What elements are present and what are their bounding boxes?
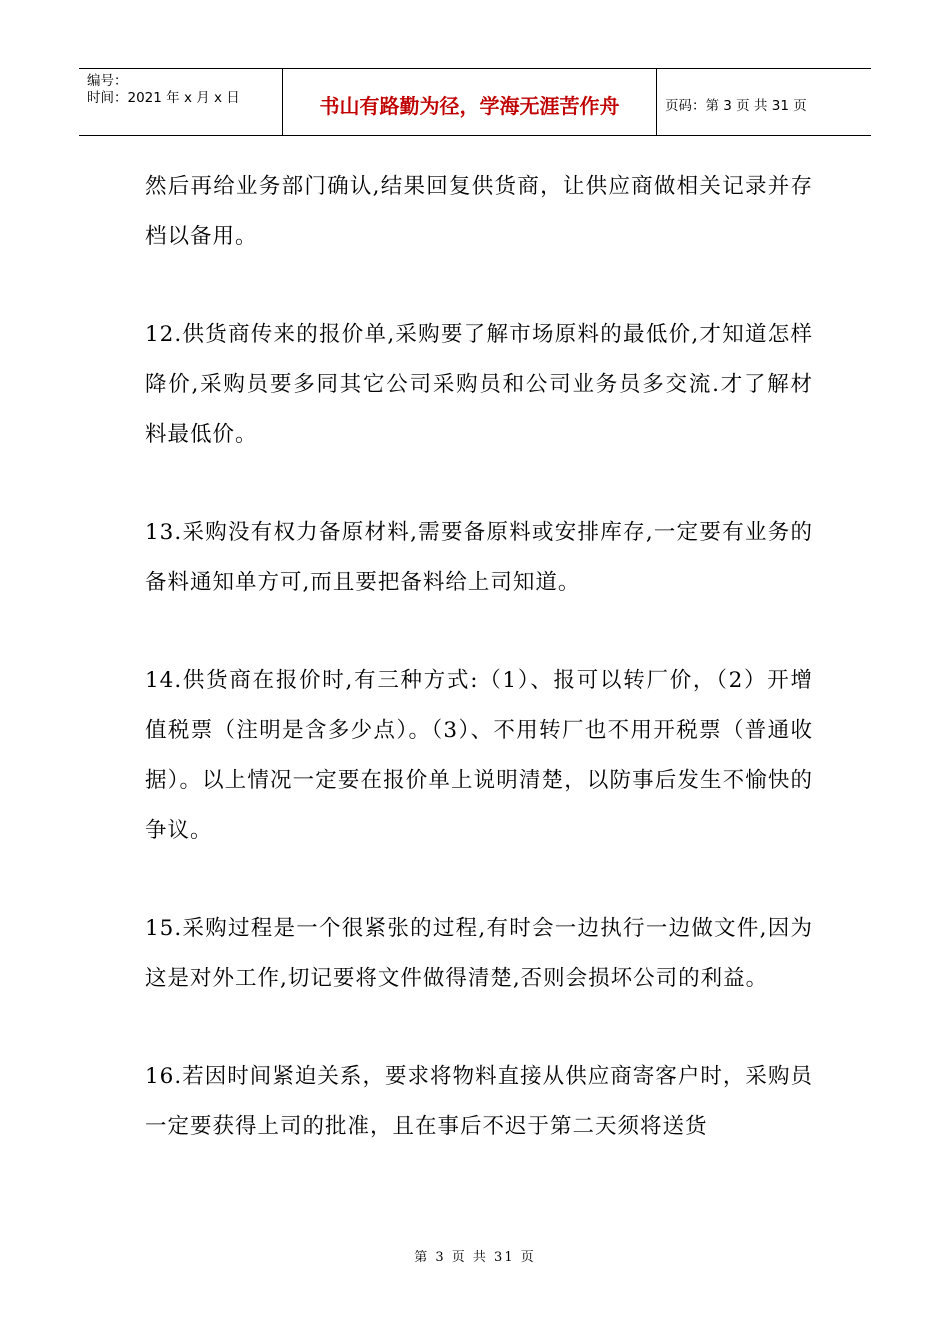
document-body	[145, 162, 813, 1200]
body-paragraph: 13.采购没有权力备原材料,需要备原料或安排库存,一定要有业务的备料通知单方可,而且要把备料给上司知道。	[145, 520, 813, 595]
body-paragraph: 然后再给业务部门确认,结果回复供货商，让供应商做相关记录并存档以备用。	[145, 174, 813, 249]
body-paragraph: 16.若因时间紧迫关系，要求将物料直接从供应商寄客户时，采购员一定要获得上司的批准，且在事后不迟于第二天须将送货	[145, 1064, 813, 1139]
header-page-info: 页码：第 3 页 共 31 页	[665, 98, 807, 114]
body-paragraph: 14.供货商在报价时,有三种方式:（1）、报可以转厂价，（2）开增值税票（注明是含多少点）。（3）、不用转厂也不用开税票（普通收据）。以上情况一定要在报价单上说明清楚，以防事后发生不愉快的争议。	[145, 668, 813, 843]
header-motto: 书山有路勤为径，学海无涯苦作舟	[283, 69, 657, 135]
body-paragraph: 12.供货商传来的报价单,采购要了解市场原料的最低价,才知道怎样降价,采购员要多同其它公司采购员和公司业务员多交流.才了解材料最低价。	[145, 322, 813, 447]
page-header	[79, 68, 871, 136]
header-meta	[79, 69, 283, 135]
page-footer: 第 3 页 共 31 页	[414, 1250, 536, 1265]
document-date-label: 时间：2021 年 x 月 x 日	[87, 90, 240, 106]
document-number-label: 编号：	[87, 73, 128, 89]
body-paragraph: 15.采购过程是一个很紧张的过程,有时会一边执行一边做文件,因为这是对外工作,切记要将文件做得清楚,否则会损坏公司的利益。	[145, 916, 813, 991]
